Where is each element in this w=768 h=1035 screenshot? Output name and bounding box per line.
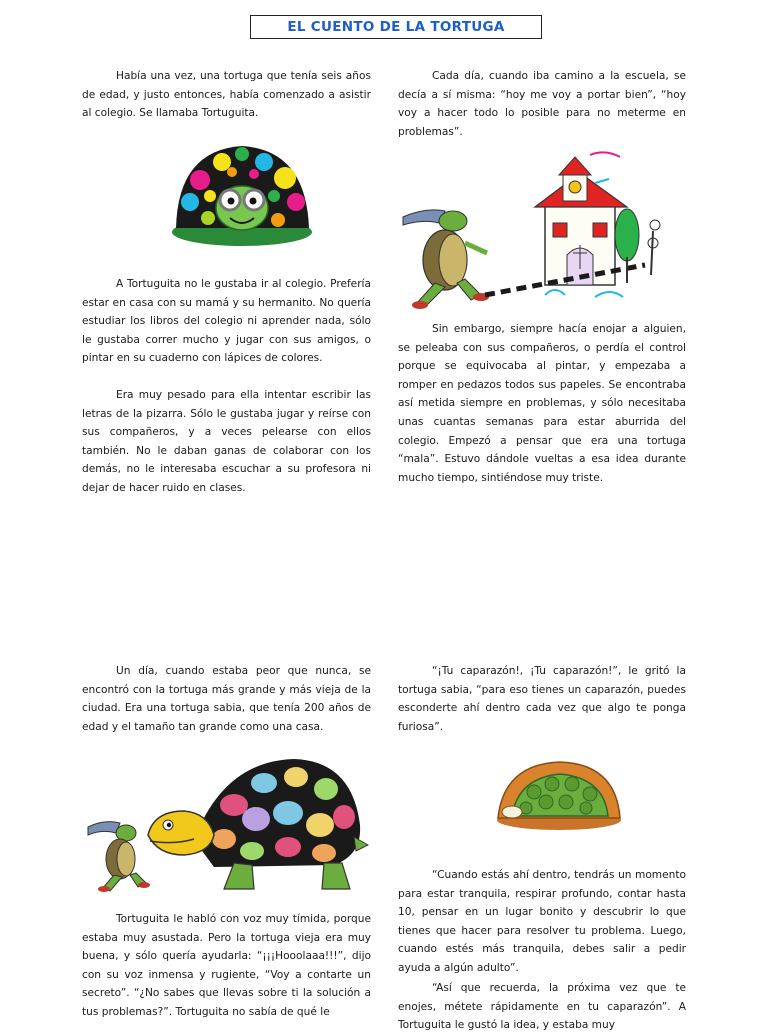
paragraph-7: Tortuguita le habló con voz muy tímida, porque estaba muy asustada. Pero la tortuga vieja era muy buena, y sólo quería ayudarla: “¡¡¡Hooolaaa!!!”, dijo con su voz inmensa y rugiente, “Voy a contarte un secreto”. “¿No sabes que llevas sobre ti la solución a tus problemas?”. Tortuguita no sabía de qué le (82, 913, 371, 1018)
paragraph-10: “Así que recuerda, la próxima vez que te enojes, métete rápidamente en tu caparazón”. A Tortuguita le gustó la idea, y estaba muy (398, 982, 686, 1032)
paragraph-4: Cada día, cuando iba camino a la escuela, se decía a sí misma: “hoy me voy a portar bien”, “hoy voy a hacer todo lo posible para no meterme en problemas”. (398, 70, 686, 138)
paragraph-6: Un día, cuando estaba peor que nunca, se encontró con la tortuga más grande y más vieja de la ciudad. Era una tortuga sabia, que tenía 200 años de edad y el tamaño tan grande como una casa. (82, 665, 371, 733)
tortuga-con-gafas-icon (170, 140, 315, 255)
page-title: EL CUENTO DE LA TORTUGA (250, 15, 542, 39)
paragraph-1: Había una vez, una tortuga que tenía seis años de edad, y justo entonces, había comenzado a asistir al colegio. Se llamaba Tortuguita. (82, 70, 371, 120)
paragraph-9: “Cuando estás ahí dentro, tendrás un momento para estar tranquila, respirar profundo, contar hasta 10, pensar en un lugar bonito y descubrir lo que tienes que hacer para resolver tu problema. Luego, cuando estés más tranquila, debes salir a pedir ayuda a algún adulto”. (398, 869, 686, 974)
paragraph-5: Sin embargo, siempre hacía enojar a alguien, se peleaba con sus compañeros, o perdía el control porque se equivocaba al pintar, y empezaba a romper en pedazos todos sus papeles. Se encontraba así metida siempre en problemas, y sólo necesitaba unas cuantas semanas para estar aburrida del colegio. Empezó a pensar que era una tortuga “mala”. Estuvo dándole vueltas a esa idea durante mucho tiempo, sintiéndose muy triste. (398, 323, 686, 484)
caparazon-icon (494, 758, 624, 833)
paragraph-3: Era muy pesado para ella intentar escribir las letras de la pizarra. Sólo le gustaba jugar y reírse con sus compañeros, y a veces pelearse con ellos también. No le daban ganas de colaborar con los demás, no le interesaba escuchar a su profesora ni dejar de hacer ruido en clases. (82, 389, 371, 494)
paragraph-2: A Tortuguita no le gustaba ir al colegio. Prefería estar en casa con su mamá y su hermanito. No quería estudiar los libros del colegio ni aprender nada, sólo le gustaba correr mucho y jugar con sus amigos, o pintar en su cuaderno con lápices de colores. (82, 278, 371, 365)
tortuga-camino-escuela-icon (395, 145, 675, 315)
tortuga-sabia-icon (84, 755, 369, 895)
paragraph-8: “¡Tu caparazón!, ¡Tu caparazón!”, le gritó la tortuga sabia, “para eso tienes un caparazón, puedes esconderte ahí dentro cada vez que algo te ponga furiosa”. (398, 665, 686, 733)
